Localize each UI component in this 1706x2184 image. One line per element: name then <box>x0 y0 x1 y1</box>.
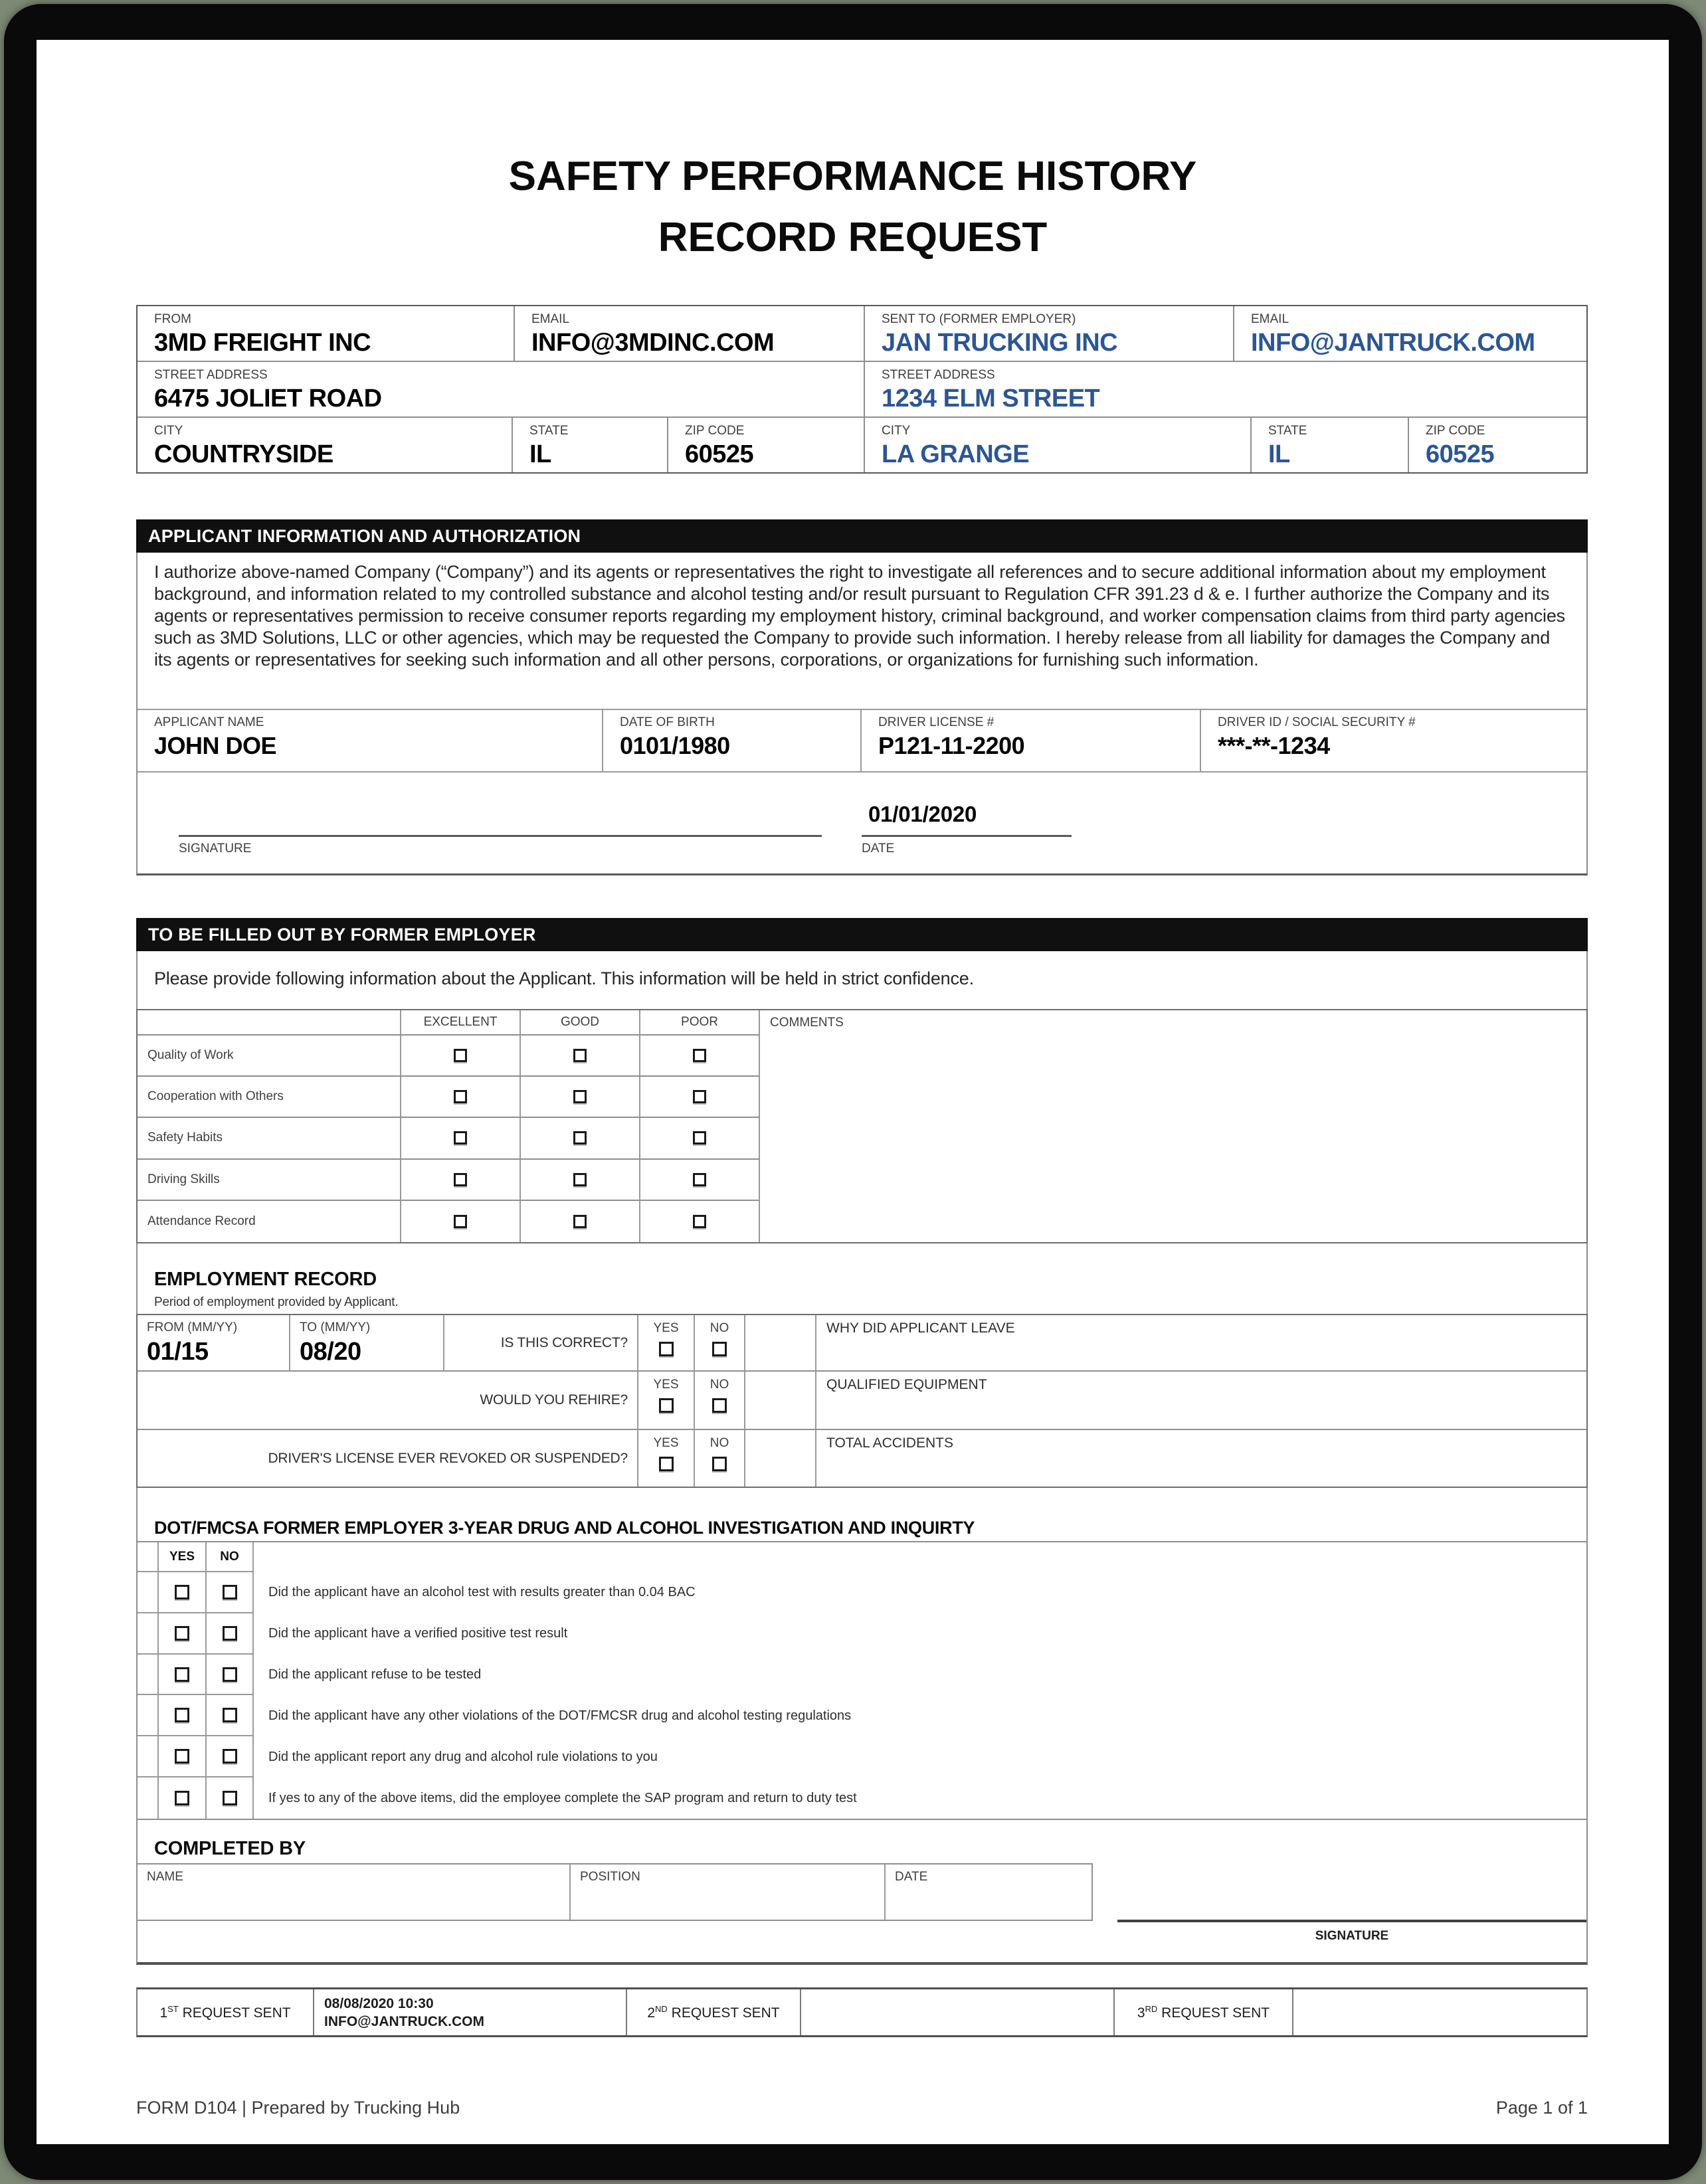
dot-q3-yes-checkbox[interactable] <box>175 1667 189 1682</box>
ratings-comments-cell[interactable] <box>760 1010 1586 1242</box>
authorization-section <box>136 519 1588 875</box>
applicant-date-line[interactable] <box>862 835 1072 837</box>
spacer-cell <box>745 1372 816 1430</box>
ratings-header-poor: POOR <box>640 1010 760 1036</box>
from-zip-label: ZIP CODE <box>685 424 745 438</box>
request-ordinal-suffix: ND <box>655 2003 668 2014</box>
dot-fmcsa-table <box>136 1541 1588 1820</box>
page-frame <box>4 4 1702 2180</box>
applicant-signature-line[interactable] <box>179 835 822 837</box>
rating-row-label: Driving Skills <box>138 1160 401 1201</box>
request-label: REQUEST SENT <box>178 2005 291 2021</box>
sent-to-email-cell[interactable] <box>1234 306 1586 362</box>
rating-row-label: Safety Habits <box>138 1118 401 1159</box>
applicant-date-value: 01/01/2020 <box>868 802 977 826</box>
dot-yes-header: YES <box>159 1542 207 1572</box>
sent-to-zip-value: 60525 <box>1426 440 1495 468</box>
employment-to-label: TO (MM/YY) <box>300 1320 371 1334</box>
first-request-datetime: 08/08/2020 10:30 <box>324 1995 434 2011</box>
sent-to-city-label: CITY <box>882 424 911 438</box>
driving-skills-poor-checkbox[interactable] <box>693 1173 706 1186</box>
second-request-sent-cell <box>627 1989 801 2035</box>
revoked-yes-checkbox[interactable] <box>659 1457 674 1471</box>
applicant-date-label: DATE <box>862 842 895 856</box>
applicant-name-label: APPLICANT NAME <box>154 715 264 729</box>
total-accidents-cell[interactable] <box>816 1430 1586 1487</box>
dot-q5-yes-checkbox[interactable] <box>175 1749 189 1764</box>
cooperation-excellent-checkbox[interactable] <box>454 1090 467 1103</box>
sent-to-zip-cell[interactable] <box>1409 418 1586 472</box>
employment-record-table <box>136 1314 1588 1488</box>
from-zip-value: 60525 <box>685 440 754 468</box>
attendance-poor-checkbox[interactable] <box>693 1215 706 1228</box>
quality-of-work-excellent-checkbox[interactable] <box>454 1049 467 1062</box>
cooperation-poor-checkbox[interactable] <box>693 1090 706 1103</box>
dot-q1-no-checkbox[interactable] <box>223 1585 237 1599</box>
driving-skills-good-checkbox[interactable] <box>573 1173 587 1186</box>
from-state-label: STATE <box>529 424 569 438</box>
from-email-label: EMAIL <box>531 312 570 326</box>
total-accidents-label: TOTAL ACCIDENTS <box>826 1435 953 1451</box>
from-street-label: STREET ADDRESS <box>154 368 268 382</box>
dot-q4-yes-checkbox[interactable] <box>175 1708 189 1722</box>
request-ordinal-suffix: RD <box>1145 2003 1158 2014</box>
no-label: NO <box>710 1436 729 1450</box>
completed-by-table <box>136 1863 1093 1921</box>
dot-no-header: NO <box>207 1542 254 1572</box>
qualified-equipment-label: QUALIFIED EQUIPMENT <box>826 1377 987 1392</box>
sent-to-street-cell[interactable] <box>865 362 1586 418</box>
no-label: NO <box>710 1321 729 1335</box>
sent-to-state-cell[interactable] <box>1252 418 1409 472</box>
dot-q2-yes-checkbox[interactable] <box>175 1626 189 1641</box>
employer-signature-label: SIGNATURE <box>1315 1929 1389 1943</box>
employment-record-heading: EMPLOYMENT RECORD <box>154 1269 377 1290</box>
from-street-cell[interactable] <box>138 362 865 418</box>
would-you-rehire-question: WOULD YOU REHIRE? <box>138 1372 638 1430</box>
request-label: REQUEST SENT <box>1157 2005 1270 2021</box>
form-title-line1: SAFETY PERFORMANCE HISTORY <box>508 153 1197 199</box>
driver-license-cell[interactable] <box>862 710 1201 771</box>
dot-q1-yes-checkbox[interactable] <box>175 1585 189 1599</box>
ratings-header-good: GOOD <box>521 1010 640 1036</box>
dot-q5-no-checkbox[interactable] <box>223 1749 237 1764</box>
dot-q6-yes-checkbox[interactable] <box>175 1791 189 1805</box>
spacer-cell <box>745 1430 816 1487</box>
license-revoked-question: DRIVER'S LICENSE EVER REVOKED OR SUSPENDED? <box>138 1430 638 1487</box>
from-zip-cell[interactable] <box>668 418 865 472</box>
request-ordinal: 1 <box>159 2005 168 2021</box>
dot-q2-no-checkbox[interactable] <box>223 1626 237 1641</box>
revoked-no-checkbox[interactable] <box>712 1457 727 1471</box>
former-employer-section-header: TO BE FILLED OUT BY FORMER EMPLOYER <box>136 918 1588 951</box>
request-log-strip <box>136 1987 1588 2037</box>
dot-question: Did the applicant have a verified positive test result <box>268 1626 568 1641</box>
from-email-value: INFO@3MDINC.COM <box>531 329 775 357</box>
date-of-birth-cell[interactable] <box>603 710 862 771</box>
employment-from-label: FROM (MM/YY) <box>147 1320 238 1334</box>
yes-label: YES <box>653 1436 679 1450</box>
form-title-line2: RECORD REQUEST <box>658 215 1048 260</box>
applicant-signature-label: SIGNATURE <box>179 842 252 856</box>
former-employer-section <box>136 918 1588 1965</box>
ssn-value: ***-**-1234 <box>1218 732 1330 759</box>
ratings-header-comments: COMMENTS <box>770 1016 844 1030</box>
dot-question: If yes to any of the above items, did the employee complete the SAP program and return to duty test <box>268 1790 857 1805</box>
employment-from-value: 01/15 <box>147 1338 209 1366</box>
request-label: REQUEST SENT <box>667 2005 780 2021</box>
completed-by-heading: COMPLETED BY <box>154 1838 306 1859</box>
third-request-sent-cell <box>1115 1989 1293 2035</box>
attendance-excellent-checkbox[interactable] <box>454 1215 467 1228</box>
ssn-cell[interactable] <box>1201 710 1586 771</box>
sent-to-state-label: STATE <box>1268 424 1307 438</box>
applicant-signature-area <box>138 773 1586 875</box>
cooperation-good-checkbox[interactable] <box>573 1090 587 1103</box>
page-footer <box>136 2098 1588 2118</box>
rehire-no-checkbox[interactable] <box>712 1398 727 1413</box>
is-correct-no-checkbox[interactable] <box>712 1342 727 1356</box>
employer-signature-line[interactable] <box>1117 1920 1586 1922</box>
footer-page-number: Page 1 of 1 <box>1495 2098 1588 2118</box>
request-ordinal: 3 <box>1137 2005 1145 2021</box>
from-state-value: IL <box>529 440 551 468</box>
from-state-cell[interactable] <box>513 418 668 472</box>
request-ordinal-suffix: ST <box>167 2003 179 2014</box>
applicant-name-value: JOHN DOE <box>154 732 277 759</box>
authorization-text: I authorize above-named Company (“Company”) and its agents or representatives the right to investigate all references and to secure additional information about my employment background, and information related to my controlled substance and alcohol testing and/or result pursuant to Regulation CFR 391.23 d & e. I further authorize the Company and its agents or representatives permission to receive consumer reports regarding my employment history, criminal background, and worker compensation claims from third party agencies such as 3MD Solutions, LLC or other agencies, which may be requested the Company to provide such information. I hereby release from all liability for damages the Company and its agents or representatives for seeking such information and all other persons, corporations, or organizations for furnishing such information. <box>154 562 1565 670</box>
dot-fmcsa-heading: DOT/FMCSA FORMER EMPLOYER 3-YEAR DRUG AND ALCOHOL INVESTIGATION AND INQUIRTY <box>154 1518 975 1538</box>
why-did-applicant-leave-cell[interactable] <box>816 1315 1586 1372</box>
dot-q3-no-checkbox[interactable] <box>223 1667 237 1682</box>
is-this-correct-question: IS THIS CORRECT? <box>444 1315 638 1372</box>
is-correct-yes-checkbox[interactable] <box>659 1342 674 1356</box>
from-city-cell[interactable] <box>138 418 513 472</box>
from-email-cell[interactable] <box>515 306 865 362</box>
employment-to-value: 08/20 <box>300 1338 361 1366</box>
safety-habits-poor-checkbox[interactable] <box>693 1131 706 1144</box>
form-page <box>37 40 1669 2144</box>
completed-name-label: NAME <box>147 1870 183 1884</box>
sent-to-company-value: JAN TRUCKING INC <box>882 329 1118 357</box>
from-label: FROM <box>154 312 191 326</box>
completed-date-cell[interactable] <box>886 1865 1091 1920</box>
request-ordinal: 2 <box>647 2005 656 2021</box>
completed-position-label: POSITION <box>580 1870 640 1884</box>
sent-to-email-value: INFO@JANTRUCK.COM <box>1251 329 1535 357</box>
footer-form-id: FORM D104 | Prepared by Trucking Hub <box>136 2098 460 2118</box>
safety-habits-excellent-checkbox[interactable] <box>454 1131 467 1144</box>
second-request-stamp-cell[interactable] <box>801 1989 1115 2035</box>
ssn-label: DRIVER ID / SOCIAL SECURITY # <box>1218 715 1416 729</box>
dot-question: Did the applicant report any drug and alcohol rule violations to you <box>268 1749 658 1764</box>
applicant-name-cell[interactable] <box>138 710 603 771</box>
employment-record-subheading: Period of employment provided by Applicant. <box>154 1295 399 1309</box>
yes-label: YES <box>653 1378 679 1392</box>
from-city-label: CITY <box>154 424 183 438</box>
sent-to-street-value: 1234 ELM STREET <box>882 385 1100 412</box>
driver-license-label: DRIVER LICENSE # <box>878 715 995 729</box>
employer-intro-text: Please provide following information about the Applicant. This information will be held in strict confidence. <box>154 968 974 988</box>
dot-question: Did the applicant have any other violations of the DOT/FMCSR drug and alcohol testing regulations <box>268 1708 852 1723</box>
spacer-cell <box>745 1315 816 1372</box>
dot-question: Did the applicant refuse to be tested <box>268 1667 482 1683</box>
quality-of-work-poor-checkbox[interactable] <box>693 1049 706 1062</box>
ratings-table <box>136 1009 1588 1243</box>
qualified-equipment-cell[interactable] <box>816 1372 1586 1430</box>
attendance-good-checkbox[interactable] <box>573 1215 587 1228</box>
sent-to-street-label: STREET ADDRESS <box>882 368 995 382</box>
date-of-birth-value: 0101/1980 <box>620 732 730 759</box>
ratings-header-excellent: EXCELLENT <box>401 1010 521 1036</box>
from-company-cell[interactable] <box>138 306 515 362</box>
rehire-yes-checkbox[interactable] <box>659 1398 674 1413</box>
dot-question: Did the applicant have an alcohol test with results greater than 0.04 BAC <box>268 1585 696 1600</box>
first-request-sent-cell <box>138 1989 314 2035</box>
sent-to-label: SENT TO (FORMER EMPLOYER) <box>882 312 1076 326</box>
driver-license-value: P121-11-2200 <box>878 732 1025 759</box>
safety-habits-good-checkbox[interactable] <box>573 1131 587 1144</box>
quality-of-work-good-checkbox[interactable] <box>573 1049 587 1062</box>
driving-skills-excellent-checkbox[interactable] <box>454 1173 467 1186</box>
sent-to-state-value: IL <box>1268 440 1290 468</box>
yes-label: YES <box>653 1321 679 1335</box>
authorization-section-header: APPLICANT INFORMATION AND AUTHORIZATION <box>136 519 1588 553</box>
sent-to-city-cell[interactable] <box>865 418 1252 472</box>
why-did-applicant-leave-label: WHY DID APPLICANT LEAVE <box>826 1320 1015 1336</box>
completed-name-cell[interactable] <box>138 1865 571 1920</box>
first-request-stamp-cell[interactable] <box>314 1989 627 2035</box>
from-city-value: COUNTRYSIDE <box>154 440 333 468</box>
date-of-birth-label: DATE OF BIRTH <box>620 715 715 729</box>
employment-to-cell[interactable] <box>290 1315 444 1372</box>
completed-date-label: DATE <box>895 1870 928 1884</box>
sent-to-city-value: LA GRANGE <box>882 440 1030 468</box>
rating-row-label: Attendance Record <box>138 1201 401 1242</box>
sent-to-company-cell[interactable] <box>865 306 1234 362</box>
applicant-fields-row <box>138 709 1586 773</box>
third-request-stamp-cell[interactable] <box>1293 1989 1586 2035</box>
first-request-email: INFO@JANTRUCK.COM <box>324 2013 484 2029</box>
from-company-value: 3MD FREIGHT INC <box>154 329 371 357</box>
ratings-corner-cell <box>138 1010 401 1036</box>
sent-to-zip-label: ZIP CODE <box>1426 424 1485 438</box>
from-street-value: 6475 JOLIET ROAD <box>154 385 382 412</box>
completed-position-cell[interactable] <box>571 1865 886 1920</box>
sent-to-email-label: EMAIL <box>1251 312 1289 326</box>
rating-row-label: Quality of Work <box>138 1036 401 1077</box>
dot-q6-no-checkbox[interactable] <box>223 1791 237 1805</box>
no-label: NO <box>710 1378 729 1392</box>
parties-table <box>136 305 1588 474</box>
dot-q4-no-checkbox[interactable] <box>223 1708 237 1722</box>
rating-row-label: Cooperation with Others <box>138 1077 401 1118</box>
employment-from-cell[interactable] <box>138 1315 290 1372</box>
